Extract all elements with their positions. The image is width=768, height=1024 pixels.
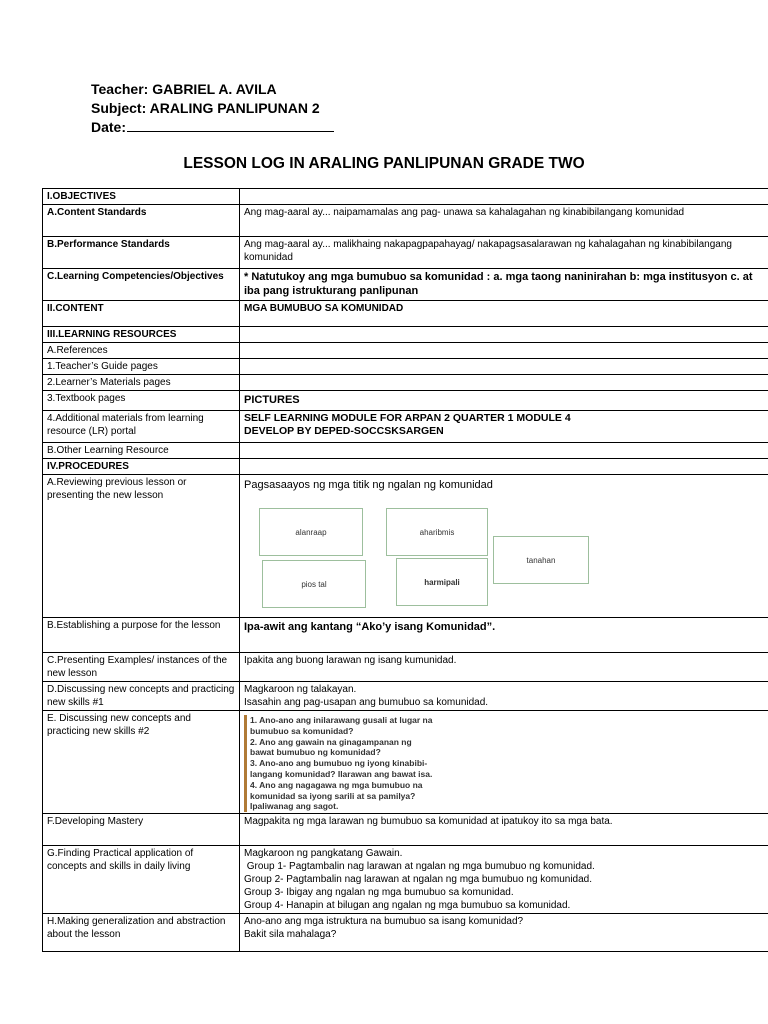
references-label: A.References — [43, 343, 240, 359]
table-row — [43, 359, 768, 375]
date-blank[interactable] — [127, 118, 334, 132]
reviewing-text: Pagsasaayos ng mga titik ng ngalan ng komunidad — [244, 479, 493, 491]
table-row — [43, 237, 768, 269]
question-line: 1. Ano-ano ang inilarawang gusali at lugar na — [250, 715, 433, 725]
mastery-value: Magpakita ng mga larawan ng bumubuo sa komunidad at ipatukoy ito sa mga bata. — [240, 814, 768, 846]
table-row — [43, 411, 768, 443]
practical-line: Group 2- Pagtambalin nag larawan at ngalan ng mga bumubuo ng komunidad. — [244, 874, 593, 886]
content-value: MGA BUMUBUO SA KOMUNIDAD — [240, 301, 768, 327]
discussing-1-line-1: Magkaroon ng talakayan. — [244, 684, 357, 695]
purpose-label: B.Establishing a purpose for the lesson — [43, 618, 240, 653]
table-row — [43, 711, 768, 814]
question-line: bawat bumubuo ng komunidad? — [250, 747, 381, 758]
table-row — [43, 653, 768, 682]
other-resource-label: B.Other Learning Resource — [43, 443, 240, 459]
table-row — [43, 189, 768, 205]
table-row — [43, 375, 768, 391]
practical-label: G.Finding Practical application of concepts and skills in daily living — [43, 846, 240, 914]
additional-materials-label: 4.Additional materials from learning resource (LR) portal — [43, 411, 240, 443]
word-card: pios tal — [262, 560, 366, 608]
competencies-value: * Natutukoy ang mga bumubuo sa komunidad : a. mga taong naninirahan b: mga institusyon c. at iba pang istrukturang panlipunan — [240, 269, 768, 301]
table-row — [43, 459, 768, 475]
generalization-line-2: Bakit sila mahalaga? — [244, 929, 337, 941]
date-line — [91, 118, 334, 137]
competencies-label: C.Learning Competencies/Objectives — [43, 269, 240, 301]
table-row — [43, 301, 768, 327]
discussing-1-value — [240, 682, 768, 711]
teachers-guide-label: 1.Teacher’s Guide pages — [43, 359, 240, 375]
question-list — [244, 715, 476, 812]
word-card: aharibmis — [386, 508, 488, 556]
practical-line: Magkaroon ng pangkatang Gawain. — [244, 848, 403, 860]
practical-line: Group 4- Hanapin at bilugan ang ngalan ng mga bumubuo sa komunidad. — [244, 900, 571, 912]
lesson-header — [91, 80, 334, 137]
discussing-2-label: E. Discussing new concepts and practicing new skills #2 — [43, 711, 240, 814]
word-card: alanraap — [259, 508, 363, 556]
document-title: LESSON LOG IN ARALING PANLIPUNAN GRADE TWO — [183, 155, 585, 172]
performance-standards-label: B.Performance Standards — [43, 237, 240, 269]
question-line: 2. Ano ang gawain na ginagampanan ng — [250, 736, 412, 747]
discussing-1-line-2: Isasahin ang pag-usapan ang bumubuo sa komunidad. — [244, 697, 489, 708]
table-row — [43, 475, 768, 618]
additional-line-2: DEVELOP BY DEPED-SOCCSKSARGEN — [244, 425, 444, 437]
content-standards-value: Ang mag-aaral ay... naipamamalas ang pag- unawa sa kahalagahan ng kinabibilangang komunidad — [240, 205, 768, 237]
question-line: Ipaliwanag ang sagot. — [250, 801, 339, 812]
learners-materials-label: 2.Learner’s Materials pages — [43, 375, 240, 391]
table-row — [43, 846, 768, 914]
question-line: langang komunidad? Ilarawan ang bawat isa. — [250, 768, 433, 779]
reviewing-label: A.Reviewing previous lesson or presenting the new lesson — [43, 475, 240, 618]
generalization-value — [240, 914, 768, 952]
examples-value: Ipakita ang buong larawan ng isang kumunidad. — [240, 653, 768, 682]
table-row — [43, 205, 768, 237]
discussing-2-value — [240, 711, 768, 814]
reviewing-value — [240, 475, 768, 618]
practical-value — [240, 846, 768, 914]
table-row — [43, 269, 768, 301]
question-line: bumubuo sa komunidad? — [250, 725, 354, 736]
teacher-line: Teacher: GABRIEL A. AVILA — [91, 81, 277, 97]
purpose-value: Ipa-awit ang kantang “Ako’y isang Komunidad”. — [240, 618, 768, 653]
textbook-value: PICTURES — [240, 391, 768, 411]
practical-line: Group 1- Pagtambalin nag larawan at ngalan ng mga bumubuo ng komunidad. — [244, 861, 595, 873]
word-card: tanahan — [493, 536, 589, 584]
performance-standards-value: Ang mag-aaral ay... malikhaing nakapagpapahayag/ nakapagsasalarawan ng kahalagahan ng kinabibilangang komunidad — [240, 237, 768, 269]
date-label: Date: — [91, 119, 127, 135]
textbook-label: 3.Textbook pages — [43, 391, 240, 411]
additional-materials-value — [240, 411, 768, 443]
question-line: komunidad sa iyong sarili at sa pamilya? — [250, 790, 416, 801]
table-row — [43, 914, 768, 952]
content-label: II.CONTENT — [43, 301, 240, 327]
table-row — [43, 391, 768, 411]
generalization-label: H.Making generalization and abstraction about the lesson — [43, 914, 240, 952]
additional-line-1: SELF LEARNING MODULE FOR ARPAN 2 QUARTER 1 MODULE 4 — [244, 412, 571, 424]
procedures-heading: IV.PROCEDURES — [43, 459, 240, 475]
table-row — [43, 343, 768, 359]
table-row — [43, 682, 768, 711]
generalization-line-1: Ano-ano ang mga istruktura na bumubuo sa isang komunidad? — [244, 916, 524, 928]
table-row — [43, 327, 768, 343]
word-cards — [244, 498, 766, 616]
question-line: 3. Ano-ano ang bumubuo ng iyong kinabibi- — [250, 758, 428, 769]
learning-resources-heading: III.LEARNING RESOURCES — [43, 327, 240, 343]
discussing-1-label: D.Discussing new concepts and practicing new skills #1 — [43, 682, 240, 711]
practical-line: Group 3- Ibigay ang ngalan ng mga bumubuo sa komunidad. — [244, 887, 514, 899]
word-card: harmipali — [396, 558, 488, 606]
mastery-label: F.Developing Mastery — [43, 814, 240, 846]
subject-line: Subject: ARALING PANLIPUNAN 2 — [91, 100, 320, 116]
examples-label: C.Presenting Examples/ instances of the new lesson — [43, 653, 240, 682]
objectives-heading: I.OBJECTIVES — [43, 189, 240, 205]
question-line: 4. Ano ang nagagawa ng mga bumubuo na — [250, 779, 423, 790]
table-row — [43, 618, 768, 653]
content-standards-label: A.Content Standards — [43, 205, 240, 237]
table-row — [43, 443, 768, 459]
lesson-log-table — [42, 188, 768, 952]
table-row — [43, 814, 768, 846]
